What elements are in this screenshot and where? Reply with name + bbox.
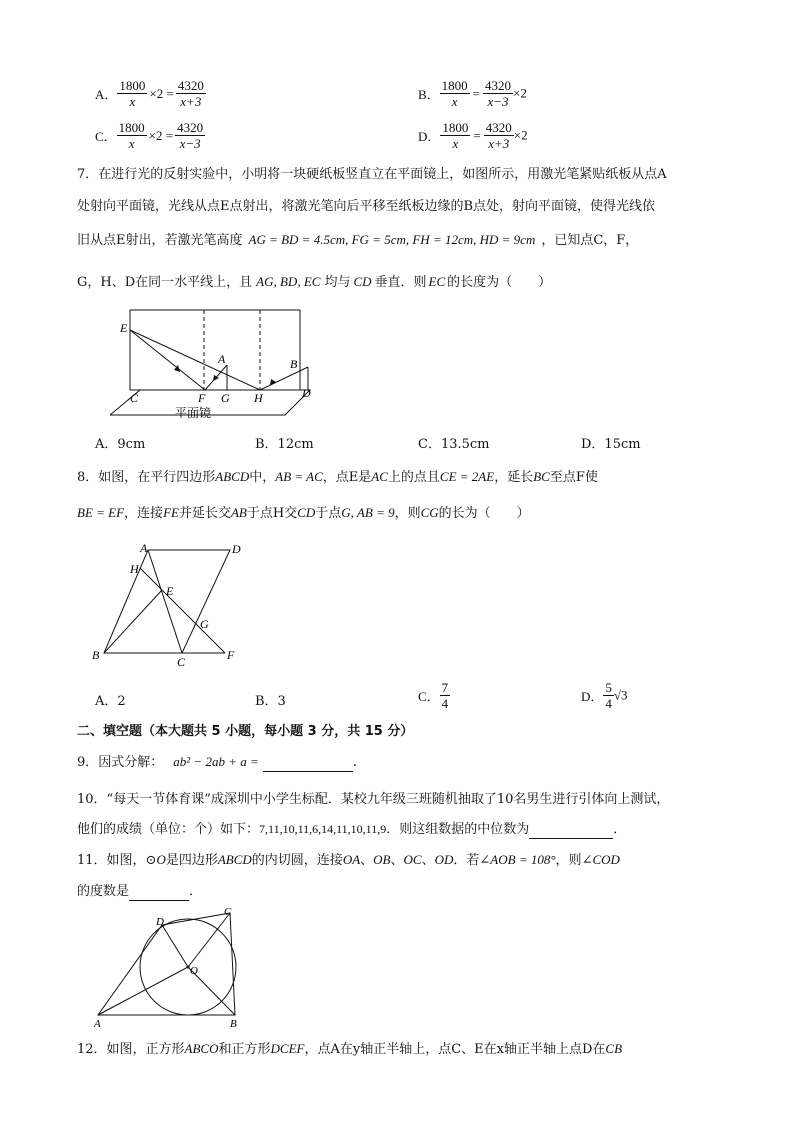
q6-option-c bbox=[95, 120, 205, 151]
fraction-numerator: 1800 bbox=[119, 78, 146, 93]
math: ABCO bbox=[184, 1041, 219, 1056]
text: 8．如图，在平行四边形 bbox=[77, 470, 216, 485]
fraction-denominator: 4 bbox=[441, 696, 449, 711]
q7-option-b: B．12cm bbox=[255, 437, 314, 452]
label-d: D bbox=[302, 386, 311, 400]
math: 7,11,10,11,6,14,11,10,11,9 bbox=[259, 822, 387, 836]
text: 垂直．则 bbox=[374, 275, 427, 290]
label-a: A bbox=[140, 541, 148, 555]
ray-e-f bbox=[130, 330, 205, 390]
math: CB bbox=[605, 1041, 623, 1056]
label-f: F bbox=[227, 648, 235, 662]
math: G, AB = 9 bbox=[341, 505, 395, 520]
option-letter: C． bbox=[95, 129, 117, 144]
label-d: D bbox=[156, 916, 164, 928]
text: 于点H交 bbox=[246, 506, 298, 521]
math: CD bbox=[353, 274, 372, 289]
q7-line-2: 处射向平面镜，光线从点E点射出，将激光笔向后平移至纸板边缘的B点处，射向平面镜，使得光线依 bbox=[77, 199, 656, 214]
label-g: G bbox=[221, 391, 230, 405]
math: OC bbox=[403, 852, 422, 867]
arrow-2 bbox=[213, 375, 219, 381]
operator: ×2 bbox=[513, 85, 527, 101]
text: 至点F使 bbox=[549, 470, 598, 485]
math: FE bbox=[163, 505, 179, 520]
text: 他们的成绩（单位：个）如下： bbox=[77, 822, 260, 837]
text: 均与 bbox=[324, 275, 351, 290]
text: ，则 bbox=[555, 853, 582, 868]
q7-option-d: D．15cm bbox=[581, 437, 641, 452]
text: 9．因式分解： bbox=[77, 755, 164, 770]
math: OB bbox=[373, 852, 391, 867]
q8-option-a: A．2 bbox=[95, 694, 126, 709]
text: 的内切圆，连接 bbox=[251, 853, 343, 868]
q7-option-a: A．9cm bbox=[95, 437, 146, 452]
label-b: B bbox=[92, 648, 100, 662]
label-h: H bbox=[130, 562, 139, 576]
text: 的长为（ ） bbox=[438, 506, 530, 521]
option-letter: D． bbox=[581, 689, 604, 704]
q11-line-1 bbox=[77, 851, 620, 870]
math: DCEF bbox=[270, 1041, 305, 1056]
text: 并延长交 bbox=[178, 506, 231, 521]
math: ab² − 2ab + a = bbox=[173, 754, 259, 769]
label-b: B bbox=[230, 1018, 237, 1030]
text: ．则这组数据的中位数为 bbox=[386, 822, 530, 837]
segment-od bbox=[162, 925, 188, 967]
q10-line-2 bbox=[77, 820, 626, 839]
fraction-denominator: x+3 bbox=[180, 94, 202, 109]
fraction-numerator: 1800 bbox=[118, 120, 145, 135]
segment-oc bbox=[188, 913, 230, 967]
ray-e-h bbox=[130, 330, 260, 390]
math: AC bbox=[371, 469, 388, 484]
operator: ×2 = bbox=[149, 85, 174, 101]
label-a: A bbox=[94, 1018, 101, 1030]
label-b: B bbox=[290, 357, 298, 371]
fraction-numerator: 5 bbox=[605, 680, 612, 695]
math: ABCD bbox=[217, 852, 252, 867]
text: 、 bbox=[360, 853, 374, 868]
text: ，已知点C，F， bbox=[541, 233, 639, 248]
math: CG bbox=[420, 505, 439, 520]
q7-option-c: C．13.5cm bbox=[418, 437, 490, 452]
segment-ac bbox=[148, 550, 182, 653]
math: AB = AC bbox=[275, 469, 323, 484]
math: AG = BD = 4.5cm, FG = 5cm, FH = 12cm, HD = 9cm bbox=[248, 232, 536, 247]
text: 、 bbox=[421, 853, 435, 868]
text: 和正方形 bbox=[218, 1042, 271, 1057]
section-2-title: 二、填空题（本大题共 5 小题，每小题 3 分，共 15 分） bbox=[77, 724, 414, 739]
fraction-numerator: 4320 bbox=[485, 78, 512, 93]
q10-line-1: 10．“每天一节体育课”成深圳中小学生标配．某校九年级三班随机抽取了10名男生进行引体向上测试， bbox=[77, 792, 670, 807]
answer-blank[interactable] bbox=[263, 757, 353, 772]
math: ABCD bbox=[215, 469, 250, 484]
label-f: F bbox=[198, 391, 206, 405]
q7-line-3 bbox=[77, 231, 638, 250]
text: 12．如图，正方形 bbox=[77, 1042, 185, 1057]
q12-line-1 bbox=[77, 1040, 622, 1059]
option-letter: C． bbox=[418, 689, 440, 704]
fraction-denominator: x bbox=[452, 136, 459, 151]
label-g: G bbox=[200, 617, 209, 631]
math: AB bbox=[230, 505, 247, 520]
option-letter: A． bbox=[95, 87, 118, 102]
label-e: E bbox=[166, 584, 174, 598]
operator: ×2 = bbox=[148, 127, 174, 143]
text: 、 bbox=[390, 853, 404, 868]
operator: = bbox=[473, 127, 481, 143]
math: CD bbox=[297, 505, 316, 520]
text: ．若 bbox=[453, 853, 480, 868]
text: 11．如图， bbox=[77, 853, 146, 868]
text: ，点E是 bbox=[322, 470, 372, 485]
q7-line-4 bbox=[77, 273, 551, 292]
parallelogram-abcd bbox=[104, 550, 230, 653]
q7-line-1: 7．在进行光的反射实验中，小明将一块硬纸板竖直立在平面镜上，如图所示，用激光笔紧贴纸板从点A bbox=[77, 167, 667, 182]
fraction-numerator: 4320 bbox=[485, 120, 512, 135]
q6-option-d bbox=[418, 120, 528, 151]
label-h: H bbox=[254, 391, 263, 405]
label-mirror: 平面镜 bbox=[175, 406, 212, 420]
fraction-denominator: 4 bbox=[605, 696, 612, 711]
math: ∠AOB = 108° bbox=[479, 852, 556, 867]
text: 是四边形 bbox=[165, 853, 218, 868]
segment-be bbox=[104, 590, 162, 653]
math: CE = 2AE bbox=[439, 469, 495, 484]
answer-blank[interactable] bbox=[529, 824, 613, 839]
text: . bbox=[352, 755, 357, 770]
text: ． bbox=[613, 822, 627, 837]
sqrt: √3 bbox=[613, 687, 628, 703]
math: ∠COD bbox=[581, 852, 620, 867]
q9-line bbox=[77, 753, 357, 772]
fraction-numerator: 4320 bbox=[177, 78, 204, 93]
option-letter: B． bbox=[418, 87, 440, 102]
q6-option-b bbox=[418, 78, 527, 109]
text: ，则 bbox=[394, 506, 421, 521]
operator: = bbox=[472, 85, 481, 101]
math: BC bbox=[533, 469, 550, 484]
q11-figure bbox=[90, 905, 250, 1030]
text: 的度数是 bbox=[77, 884, 130, 899]
text: ，点A在y轴正半轴上，点C、E在x轴正半轴上点D在 bbox=[304, 1042, 606, 1057]
text: ． bbox=[189, 884, 203, 899]
segment-hf bbox=[140, 568, 225, 653]
text: ，连接 bbox=[124, 506, 164, 521]
label-e: E bbox=[120, 321, 128, 335]
label-d: D bbox=[232, 542, 241, 556]
label-a: A bbox=[218, 352, 226, 366]
q8-line-1 bbox=[77, 468, 598, 487]
math: ⊙O bbox=[145, 852, 166, 867]
math: BE = EF bbox=[77, 505, 125, 520]
answer-blank[interactable] bbox=[129, 886, 189, 901]
text: ，延长 bbox=[494, 470, 534, 485]
fraction-denominator: x bbox=[451, 94, 458, 109]
text: 的长度为（ ） bbox=[447, 275, 552, 290]
text: G，H、D在同一水平线上，且 bbox=[77, 275, 253, 290]
option-letter: D． bbox=[418, 129, 441, 144]
math: OA bbox=[342, 852, 361, 867]
text: 于点 bbox=[315, 506, 342, 521]
math: OD bbox=[434, 852, 454, 867]
fraction-numerator: 1800 bbox=[441, 78, 468, 93]
q8-line-2 bbox=[77, 504, 530, 523]
fraction-denominator: x−3 bbox=[179, 136, 201, 151]
label-o: O bbox=[190, 965, 198, 977]
math: AG, BD, EC bbox=[256, 274, 321, 289]
fraction-numerator: 7 bbox=[441, 680, 449, 695]
q8-option-c bbox=[418, 680, 450, 711]
text: 上的点且 bbox=[387, 470, 440, 485]
label-c: C bbox=[177, 655, 186, 669]
operator: ×2 bbox=[513, 127, 528, 143]
fraction-denominator: x−3 bbox=[487, 94, 509, 109]
q11-line-2 bbox=[77, 883, 202, 901]
label-c: C bbox=[130, 391, 139, 405]
fraction-denominator: x+3 bbox=[488, 136, 510, 151]
quadrilateral-abcd bbox=[98, 913, 235, 1015]
fraction-denominator: x bbox=[128, 136, 135, 151]
q8-figure bbox=[90, 540, 250, 670]
q8-option-b: B．3 bbox=[255, 694, 286, 709]
q6-option-a bbox=[95, 78, 206, 109]
ray-h-b bbox=[260, 367, 308, 390]
text: 旧从点E射出，若激光笔高度 bbox=[77, 233, 243, 248]
segment-oa bbox=[98, 967, 188, 1015]
math: EC bbox=[428, 274, 446, 289]
q8-option-d bbox=[581, 680, 628, 711]
fraction-numerator: 1800 bbox=[442, 120, 469, 135]
text: 中， bbox=[249, 470, 276, 485]
fraction-denominator: x bbox=[129, 94, 136, 109]
label-c: C bbox=[224, 906, 232, 918]
fraction-numerator: 4320 bbox=[177, 120, 204, 135]
q7-figure bbox=[110, 305, 340, 425]
